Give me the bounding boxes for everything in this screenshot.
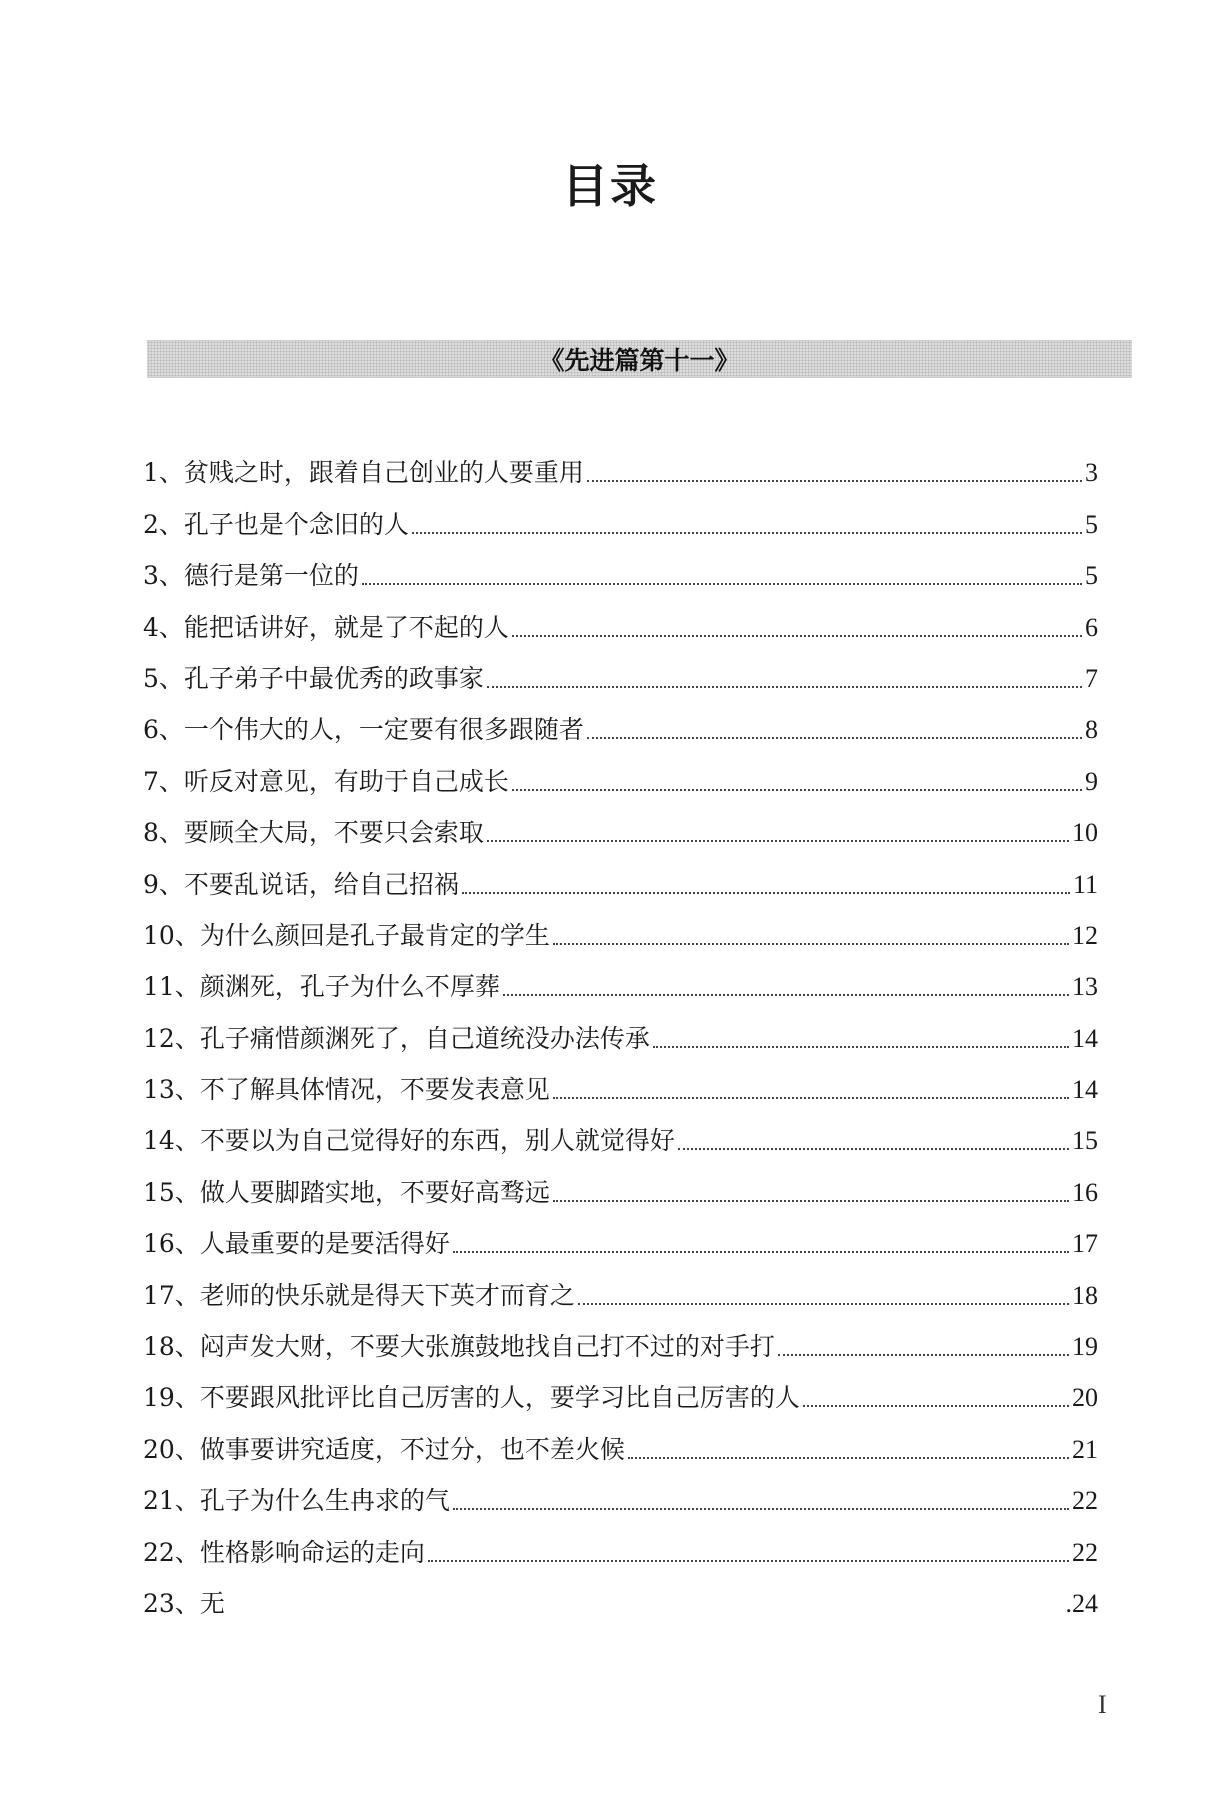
toc-entry-number: 1、 <box>143 458 184 488</box>
toc-entry[interactable] <box>143 540 1098 591</box>
dot-leader <box>678 1148 1069 1150</box>
toc-entry-page: 8 <box>1085 715 1098 745</box>
toc-entry[interactable] <box>143 1105 1098 1156</box>
section-heading: 《先进篇第十一》 <box>539 346 740 375</box>
toc-entry-title: 听反对意见，有助于自己成长 <box>183 766 509 796</box>
toc-entry[interactable] <box>143 1568 1098 1619</box>
toc-entry[interactable] <box>143 745 1098 796</box>
toc-entry-page: 13 <box>1072 972 1098 1002</box>
toc-entry-page: 12 <box>1072 920 1098 950</box>
toc-entry-page: .24 <box>1065 1588 1098 1618</box>
toc-entry-page: 21 <box>1072 1434 1098 1464</box>
dot-leader <box>462 892 1070 894</box>
toc-entry[interactable] <box>143 1465 1098 1516</box>
dot-leader <box>553 1097 1069 1099</box>
toc-entry-number: 7、 <box>143 766 184 796</box>
toc-entry-title: 不要以为自己觉得好的东西，别人就觉得好 <box>199 1126 675 1156</box>
toc-entry-number: 21、 <box>143 1486 200 1516</box>
toc-entry[interactable] <box>143 1156 1098 1207</box>
toc-entry-title: 性格影响命运的走向 <box>199 1537 425 1567</box>
toc-entry-number: 13、 <box>143 1075 200 1105</box>
toc-entry[interactable] <box>143 900 1098 951</box>
toc-entry-page: 3 <box>1085 458 1098 488</box>
dot-leader <box>428 1560 1069 1562</box>
toc-entry-page: 16 <box>1072 1177 1098 1207</box>
toc-entry[interactable] <box>143 1413 1098 1464</box>
toc-entry[interactable] <box>143 1208 1098 1259</box>
toc-entry-number: 18、 <box>143 1332 200 1362</box>
toc-entry-page: 7 <box>1085 663 1098 693</box>
dot-leader <box>628 1457 1069 1459</box>
toc-entry-title: 不了解具体情况，不要发表意见 <box>199 1075 550 1105</box>
toc-entry-number: 11、 <box>143 972 200 1002</box>
toc-entry[interactable] <box>143 1054 1098 1105</box>
toc-entry[interactable] <box>143 488 1098 539</box>
toc-entry-title: 做人要脚踏实地，不要好高骛远 <box>199 1177 550 1207</box>
toc-entry-title: 为什么颜回是孔子最肯定的学生 <box>199 920 550 950</box>
toc-entry-page: 15 <box>1072 1126 1098 1156</box>
toc-entry-title: 颜渊死，孔子为什么不厚葬 <box>199 972 500 1002</box>
dot-leader <box>362 583 1082 585</box>
toc-entry-title: 孔子弟子中最优秀的政事家 <box>183 663 484 693</box>
toc-entry-page: 9 <box>1085 766 1098 796</box>
toc-entry-number: 19、 <box>143 1383 200 1413</box>
toc-entry-number: 8、 <box>143 818 184 848</box>
toc-entry[interactable] <box>143 951 1098 1002</box>
toc-entry[interactable] <box>143 643 1098 694</box>
toc-entry-number: 12、 <box>143 1023 200 1053</box>
toc-entry-number: 2、 <box>143 509 184 539</box>
page-title: 目录 <box>562 159 658 213</box>
toc-entry-number: 22、 <box>143 1537 200 1567</box>
toc-entry[interactable] <box>143 1362 1098 1413</box>
table-of-contents <box>143 437 1098 1619</box>
toc-entry-page: 18 <box>1072 1280 1098 1310</box>
toc-entry-number: 4、 <box>143 612 184 642</box>
toc-entry[interactable] <box>143 694 1098 745</box>
toc-entry-page: 22 <box>1072 1537 1098 1567</box>
toc-entry-title: 要顾全大局，不要只会索取 <box>183 818 484 848</box>
toc-entry-number: 16、 <box>143 1229 200 1259</box>
toc-entry[interactable] <box>143 1002 1098 1053</box>
toc-entry-page: 14 <box>1072 1075 1098 1105</box>
toc-entry-title: 孔子痛惜颜渊死了，自己道统没办法传承 <box>199 1023 650 1053</box>
toc-entry[interactable] <box>143 591 1098 642</box>
dot-leader <box>412 532 1082 534</box>
toc-entry-title: 闷声发大财，不要大张旗鼓地找自己打不过的对手打 <box>199 1332 775 1362</box>
toc-entry-title: 能把话讲好，就是了不起的人 <box>183 612 509 642</box>
dot-leader <box>512 789 1082 791</box>
toc-entry-number: 3、 <box>143 561 184 591</box>
toc-entry-title: 做事要讲究适度，不过分，也不差火候 <box>199 1434 625 1464</box>
toc-entry-number: 6、 <box>143 715 184 745</box>
dot-leader <box>512 635 1082 637</box>
toc-entry-number: 17、 <box>143 1280 200 1310</box>
toc-entry-number: 15、 <box>143 1177 200 1207</box>
dot-leader <box>778 1354 1069 1356</box>
toc-entry-title: 人最重要的是要活得好 <box>199 1229 450 1259</box>
dot-leader <box>653 1046 1069 1048</box>
dot-leader <box>587 480 1082 482</box>
dot-leader <box>503 994 1069 996</box>
toc-entry-title: 不要乱说话，给自己招祸 <box>183 869 459 899</box>
toc-entry[interactable] <box>143 1516 1098 1567</box>
toc-entry-title: 孔子为什么生冉求的气 <box>199 1486 450 1516</box>
toc-entry-title: 孔子也是个念旧的人 <box>183 509 409 539</box>
toc-entry-number: 20、 <box>143 1434 200 1464</box>
toc-entry-title: 德行是第一位的 <box>183 561 359 591</box>
toc-entry[interactable] <box>143 848 1098 899</box>
toc-entry-page: 20 <box>1072 1383 1098 1413</box>
toc-entry-title: 老师的快乐就是得天下英才而育之 <box>199 1280 575 1310</box>
dot-leader <box>803 1405 1069 1407</box>
toc-entry[interactable] <box>143 437 1098 488</box>
toc-entry-page: 17 <box>1072 1229 1098 1259</box>
dot-leader <box>587 737 1082 739</box>
toc-entry-number: 23、 <box>143 1588 200 1618</box>
dot-leader <box>553 1200 1069 1202</box>
toc-entry-page: 14 <box>1072 1023 1098 1053</box>
section-heading-banner <box>147 340 1132 378</box>
toc-entry[interactable] <box>143 797 1098 848</box>
dot-leader <box>553 943 1069 945</box>
toc-entry-number: 14、 <box>143 1126 200 1156</box>
dot-leader <box>487 840 1069 842</box>
toc-entry-page: 6 <box>1085 612 1098 642</box>
toc-entry-number: 9、 <box>143 869 184 899</box>
dot-leader <box>453 1251 1069 1253</box>
toc-entry-title: 贫贱之时，跟着自己创业的人要重用 <box>183 458 584 488</box>
toc-entry-page: 5 <box>1085 509 1098 539</box>
toc-entry[interactable] <box>143 1311 1098 1362</box>
toc-entry[interactable] <box>143 1259 1098 1310</box>
toc-entry-number: 5、 <box>143 663 184 693</box>
dot-leader <box>578 1303 1069 1305</box>
toc-entry-page: 22 <box>1072 1486 1098 1516</box>
toc-entry-page: 5 <box>1085 561 1098 591</box>
toc-entry-number: 10、 <box>143 920 200 950</box>
toc-entry-page: 10 <box>1072 818 1098 848</box>
toc-entry-page: 19 <box>1072 1332 1098 1362</box>
toc-entry-title: 无 <box>199 1588 225 1618</box>
dot-leader <box>453 1508 1069 1510</box>
page-number: I <box>1098 1690 1107 1719</box>
toc-entry-title: 一个伟大的人，一定要有很多跟随者 <box>183 715 584 745</box>
toc-entry-title: 不要跟风批评比自己厉害的人，要学习比自己厉害的人 <box>199 1383 800 1413</box>
dot-leader <box>487 686 1082 688</box>
toc-entry-page: 11 <box>1072 869 1098 899</box>
